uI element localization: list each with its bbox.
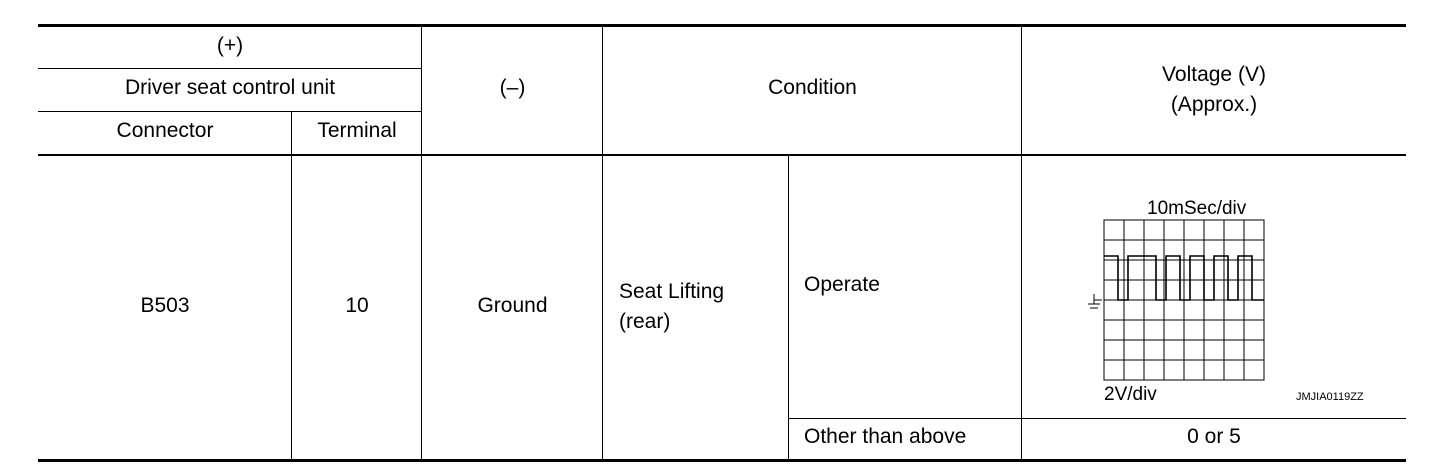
header-control-unit: Driver seat control unit <box>124 76 336 99</box>
col-rule-connector <box>291 111 292 460</box>
cell-value-other: 0 or 5 <box>1187 425 1241 448</box>
cell-condition: Seat Lifting <box>619 280 725 303</box>
volt-div-label: 2V/div <box>1104 384 1157 405</box>
header-plus: (+) <box>216 34 244 57</box>
header-condition: Condition <box>768 76 857 99</box>
cell-terminal: 10 <box>345 294 369 317</box>
header-minus: (–) <box>499 76 526 99</box>
header-rule-1 <box>38 68 422 69</box>
ground-icon <box>1088 294 1102 308</box>
header-voltage-approx: (Approx.) <box>1170 93 1258 116</box>
cell-condition-sub: (rear) <box>619 310 671 333</box>
cell-connector: B503 <box>140 294 190 317</box>
header-terminal: Terminal <box>317 119 397 142</box>
header-bottom-rule <box>38 154 1406 156</box>
cell-state-other: Other than above <box>804 425 967 448</box>
header-connector: Connector <box>116 119 214 142</box>
time-div-label: 10mSec/div <box>1147 198 1247 219</box>
cell-minus: Ground <box>477 294 548 317</box>
cell-state-operate: Operate <box>804 273 880 296</box>
waveform-figure <box>1080 218 1270 388</box>
header-voltage: Voltage (V) <box>1162 63 1266 86</box>
figure-code: JMJIA0119ZZ <box>1296 391 1364 403</box>
bottom-rule <box>38 459 1406 462</box>
header-rule-2 <box>38 111 422 112</box>
operate-other-rule <box>788 418 1406 419</box>
top-rule <box>38 24 1406 27</box>
col-rule-condition-sub <box>788 155 789 460</box>
